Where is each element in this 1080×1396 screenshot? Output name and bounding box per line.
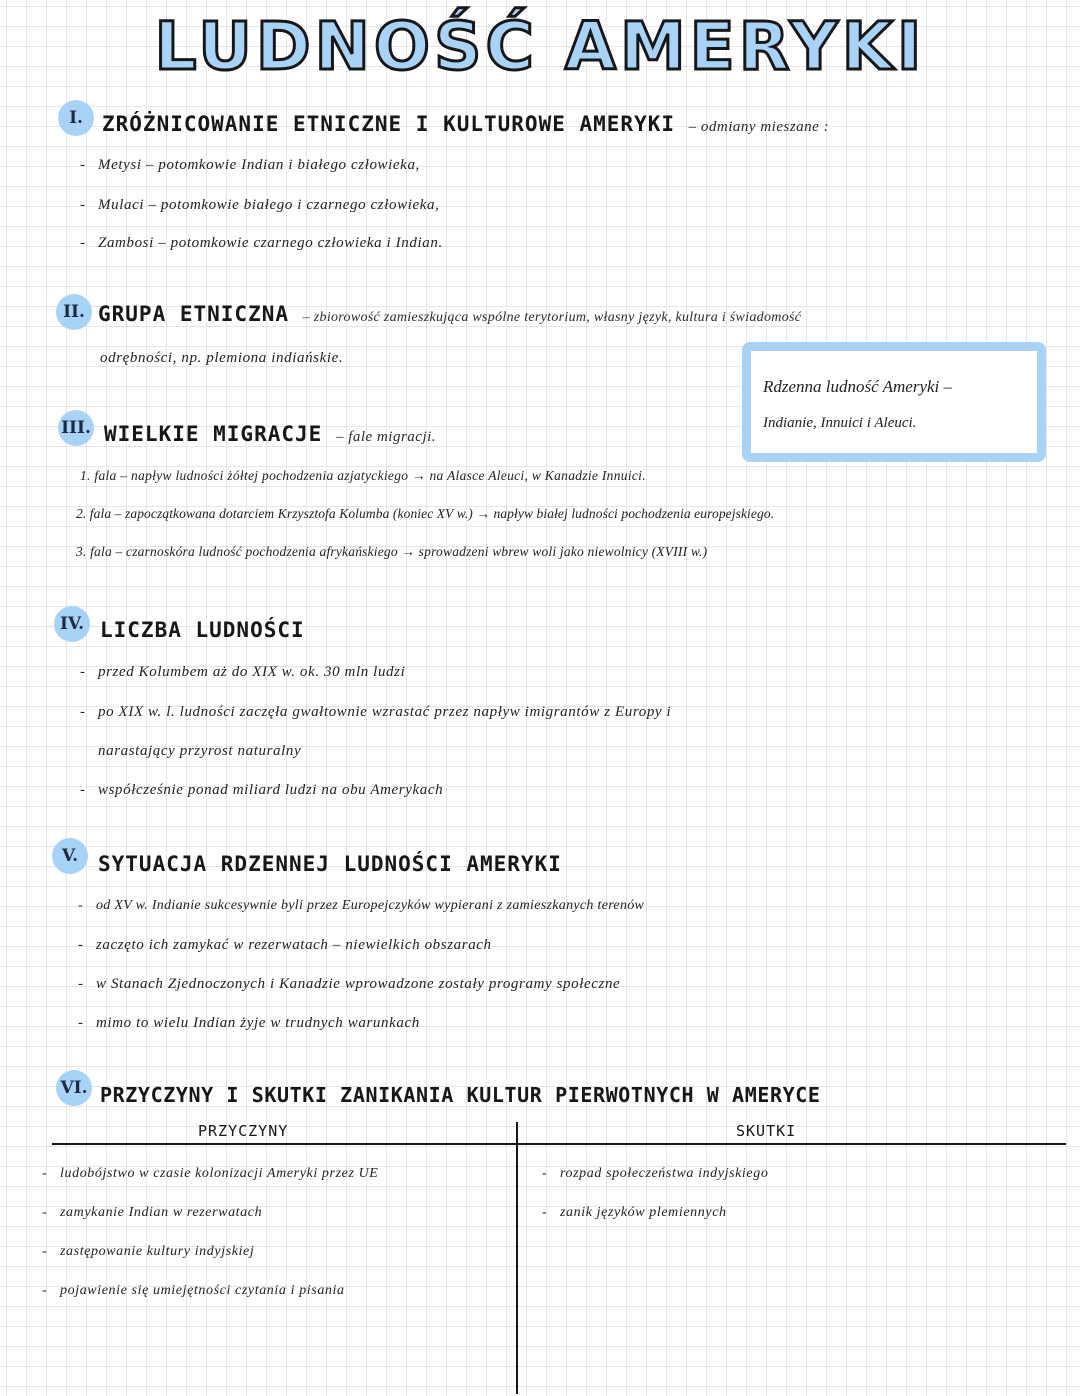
section-heading-tail: – fale migracji. [335,429,437,445]
section-heading: LICZBA LUDNOŚCI [100,618,305,642]
section-number-badge: IV. [54,606,90,642]
definition-continuation: odrębności, np. plemiona indiańskie. [100,350,344,366]
list-item: - po XIX w. l. ludności zaczęła gwałtownie wzrastać przez napływ imigrantów z Europy i [80,704,672,720]
list-item: - przed Kolumbem aż do XIX w. ok. 30 mln ludzi [80,664,406,680]
table-divider-vertical [516,1122,518,1394]
section-heading-text: WIELKIE MIGRACJE [104,422,323,446]
callout-title: Rdzenna ludność Ameryki – [763,377,953,396]
list-item-text: współcześnie ponad miliard ludzi na obu Amerykach [98,782,444,798]
cause-item: - ludobójstwo w czasie kolonizacji Ameryki przez UE [42,1166,379,1181]
section-heading [102,112,829,136]
section-number-badge: II. [56,294,92,330]
section-heading: PRZYCZYNY I SKUTKI ZANIKANIA KULTUR PIERWOTNYCH W AMERYCE [100,1083,821,1107]
effect-item: - zanik języków plemiennych [542,1205,727,1220]
column-header-causes: PRZYCZYNY [198,1122,289,1140]
cause-item-text: pojawienie się umiejętności czytania i pisania [60,1283,345,1298]
list-item-text: po XIX w. l. ludności zaczęła gwałtownie wzrastać przez napływ imigrantów z Europy i [98,704,672,720]
list-item-text: Metysi – potomkowie Indian i białego człowieka, [98,157,420,173]
list-item: 1. fala – napływ ludności żółtej pochodzenia azjatyckiego → na Alasce Aleuci, w Kanadzie Innuici. [80,468,646,483]
section-number-badge: III. [58,410,94,446]
column-header-effects: SKUTKI [736,1122,797,1140]
table-divider-horizontal [52,1143,1066,1145]
cause-item-text: zamykanie Indian w rezerwatach [60,1205,263,1220]
cause-item: - pojawienie się umiejętności czytania i pisania [42,1283,345,1298]
section-number-badge: V. [52,838,88,874]
callout-body: Indianie, Innuici i Aleuci. [763,415,917,431]
section-heading [98,302,801,326]
list-item: - od XV w. Indianie sukcesywnie byli przez Europejczyków wypierani z zamieszkanych terenów [78,898,645,913]
list-item-text: zaczęto ich zamykać w rezerwatach – niewielkich obszarach [96,937,492,953]
list-item-text: przed Kolumbem aż do XIX w. ok. 30 mln ludzi [98,664,406,680]
cause-item-text: ludobójstwo w czasie kolonizacji Ameryki przez UE [60,1166,379,1181]
effect-item-text: zanik języków plemiennych [560,1205,727,1220]
section-heading-text: ZRÓŻNICOWANIE ETNICZNE I KULTUROWE AMERYKI [102,112,676,136]
section-number-badge: I. [58,100,94,136]
list-item: - Metysi – potomkowie Indian i białego człowieka, [80,157,420,173]
list-item-text: mimo to wielu Indian żyje w trudnych warunkach [96,1015,420,1031]
cause-item: - zamykanie Indian w rezerwatach [42,1205,263,1220]
list-item: - zaczęto ich zamykać w rezerwatach – niewielkich obszarach [78,937,492,953]
list-item: 3. fala – czarnoskóra ludność pochodzenia afrykańskiego → sprowadzeni wbrew woli jako niewolnicy (XVIII w.) [76,544,708,559]
section-heading-tail: – odmiany mieszane : [688,119,830,135]
list-item: - współcześnie ponad miliard ludzi na obu Amerykach [80,782,444,798]
list-item: - Zambosi – potomkowie czarnego człowieka i Indian. [80,235,443,251]
list-item: - mimo to wielu Indian żyje w trudnych warunkach [78,1015,420,1031]
list-item-text: Zambosi – potomkowie czarnego człowieka i Indian. [98,235,443,251]
section-heading-tail: – zbiorowość zamieszkująca wspólne terytorium, własny język, kultura i świadomość [302,310,802,325]
callout-box [742,342,1046,462]
cause-item-text: zastępowanie kultury indyjskiej [60,1244,255,1259]
section-heading: SYTUACJA RDZENNEJ LUDNOŚCI AMERYKI [98,852,562,876]
list-item-continuation: narastający przyrost naturalny [98,743,302,759]
effect-item-text: rozpad społeczeństwa indyjskiego [560,1166,769,1181]
list-item: 2. fala – zapoczątkowana dotarciem Krzysztofa Kolumba (koniec XV w.) → napływ białej ludności pochodzenia europejskiego. [76,506,775,521]
cause-item: - zastępowanie kultury indyjskiej [42,1244,255,1259]
list-item: - w Stanach Zjednoczonych i Kanadzie wprowadzone zostały programy społeczne [78,976,621,992]
page-title: LUDNOŚĆ AMERYKI [154,8,926,85]
effect-item: - rozpad społeczeństwa indyjskiego [542,1166,769,1181]
section-number-badge: VI. [56,1070,92,1106]
list-item-text: od XV w. Indianie sukcesywnie byli przez Europejczyków wypierani z zamieszkanych terenów [96,898,645,913]
list-item: - Mulaci – potomkowie białego i czarnego człowieka, [80,197,440,213]
list-item-text: w Stanach Zjednoczonych i Kanadzie wprowadzone zostały programy społeczne [96,976,621,992]
list-item-text: Mulaci – potomkowie białego i czarnego człowieka, [98,197,440,213]
section-heading [104,422,436,446]
section-heading-text: GRUPA ETNICZNA [98,302,290,326]
